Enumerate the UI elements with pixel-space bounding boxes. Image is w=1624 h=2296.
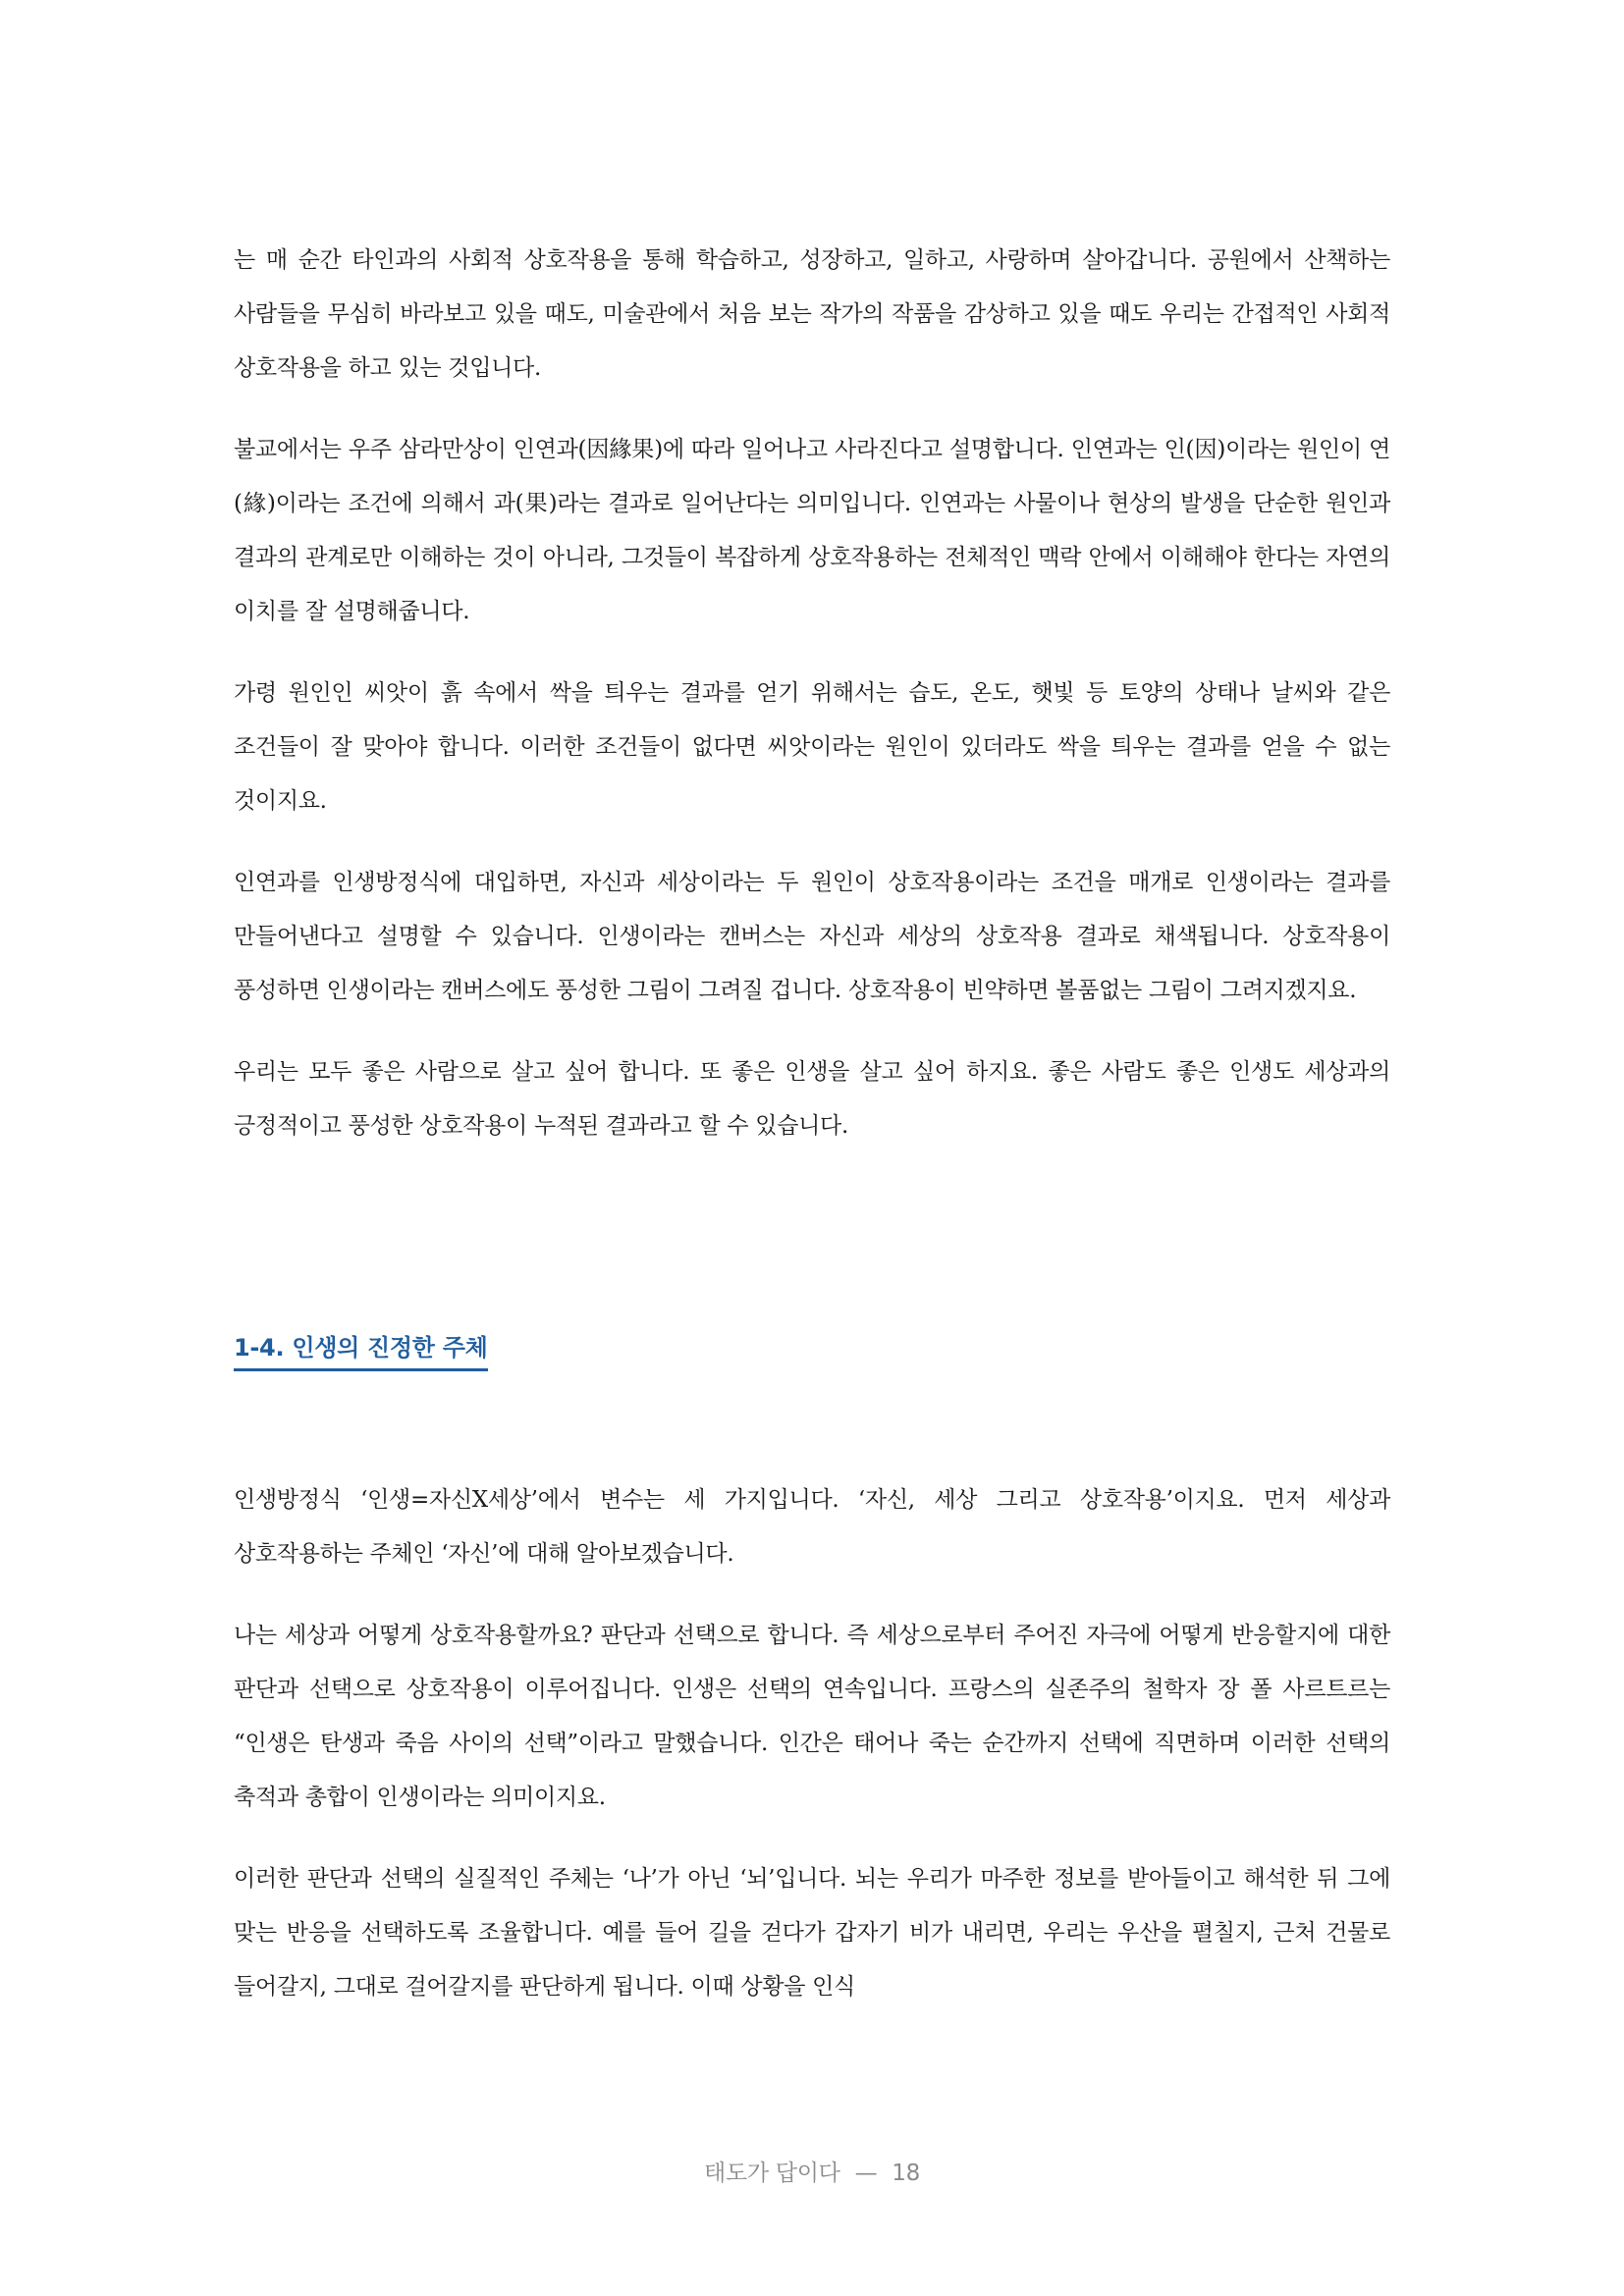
page-footer (0, 2155, 1624, 2187)
body-paragraph: 인연과를 인생방정식에 대입하면, 자신과 세상이라는 두 원인이 상호작용이라는 조건을 매개로 인생이라는 결과를 만들어낸다고 설명할 수 있습니다. 인생이라는 캔버스는 자신과 세상의 상호작용 결과로 채색됩니다. 상호작용이 풍성하면 인생이라는 캔버스에도 풍성한 그림이 그려질 겁니다. 상호작용이 빈약하면 볼품없는 그림이 그려지겠지요. (234, 870, 1390, 1003)
body-paragraph: 우리는 모두 좋은 사람으로 살고 싶어 합니다. 또 좋은 인생을 살고 싶어 하지요. 좋은 사람도 좋은 인생도 세상과의 긍정적이고 풍성한 상호작용이 누적된 결과라고 할 수 있습니다. (234, 1059, 1390, 1139)
footer-page-number: 18 (892, 2161, 920, 2186)
body-paragraph: 인생방정식 ‘인생=자신X세상’에서 변수는 세 가지입니다. ‘자신, 세상 그리고 상호작용’이지요. 먼저 세상과 상호작용하는 주체인 ‘자신’에 대해 알아보겠습니다. (234, 1487, 1390, 1567)
body-paragraph: 불교에서는 우주 삼라만상이 인연과(因緣果)에 따라 일어나고 사라진다고 설명합니다. 인연과는 인(因)이라는 원인이 연(緣)이라는 조건에 의해서 과(果)라는 결과로 일어난다는 의미입니다. 인연과는 사물이나 현상의 발생을 단순한 원인과 결과의 관계로만 이해하는 것이 아니라, 그것들이 복잡하게 상호작용하는 전체적인 맥락 안에서 이해해야 한다는 자연의 이치를 잘 설명해줍니다. (234, 437, 1390, 624)
page-body (234, 234, 1390, 2042)
section-heading: 1-4. 인생의 진정한 주체 (234, 1328, 488, 1371)
footer-separator: — (854, 2161, 878, 2186)
body-paragraph: 나는 세상과 어떻게 상호작용할까요? 판단과 선택으로 합니다. 즉 세상으로부터 주어진 자극에 어떻게 반응할지에 대한 판단과 선택으로 상호작용이 이루어집니다. 인생은 선택의 연속입니다. 프랑스의 실존주의 철학자 장 폴 사르트르는 “인생은 탄생과 죽음 사이의 선택”이라고 말했습니다. 인간은 태어나 죽는 순간까지 선택에 직면하며 이러한 선택의 축적과 총합이 인생이라는 의미이지요. (234, 1623, 1390, 1810)
body-paragraph: 이러한 판단과 선택의 실질적인 주체는 ‘나’가 아닌 ‘뇌’입니다. 뇌는 우리가 마주한 정보를 받아들이고 해석한 뒤 그에 맞는 반응을 선택하도록 조율합니다. 예를 들어 길을 걷다가 갑자기 비가 내리면, 우리는 우산을 펼칠지, 근처 건물로 들어갈지, 그대로 걸어갈지를 판단하게 됩니다. 이때 상황을 인식 (234, 1866, 1390, 2000)
footer-book-title: 태도가 답이다 (704, 2161, 840, 2186)
body-paragraph: 가령 원인인 씨앗이 흙 속에서 싹을 틔우는 결과를 얻기 위해서는 습도, 온도, 햇빛 등 토양의 상태나 날씨와 같은 조건들이 잘 맞아야 합니다. 이러한 조건들이 없다면 씨앗이라는 원인이 있더라도 싹을 틔우는 결과를 얻을 수 없는 것이지요. (234, 680, 1390, 814)
body-paragraph: 는 매 순간 타인과의 사회적 상호작용을 통해 학습하고, 성장하고, 일하고, 사랑하며 살아갑니다. 공원에서 산책하는 사람들을 무심히 바라보고 있을 때도, 미술관에서 처음 보는 작가의 작품을 감상하고 있을 때도 우리는 간접적인 사회적 상호작용을 하고 있는 것입니다. (234, 247, 1390, 381)
